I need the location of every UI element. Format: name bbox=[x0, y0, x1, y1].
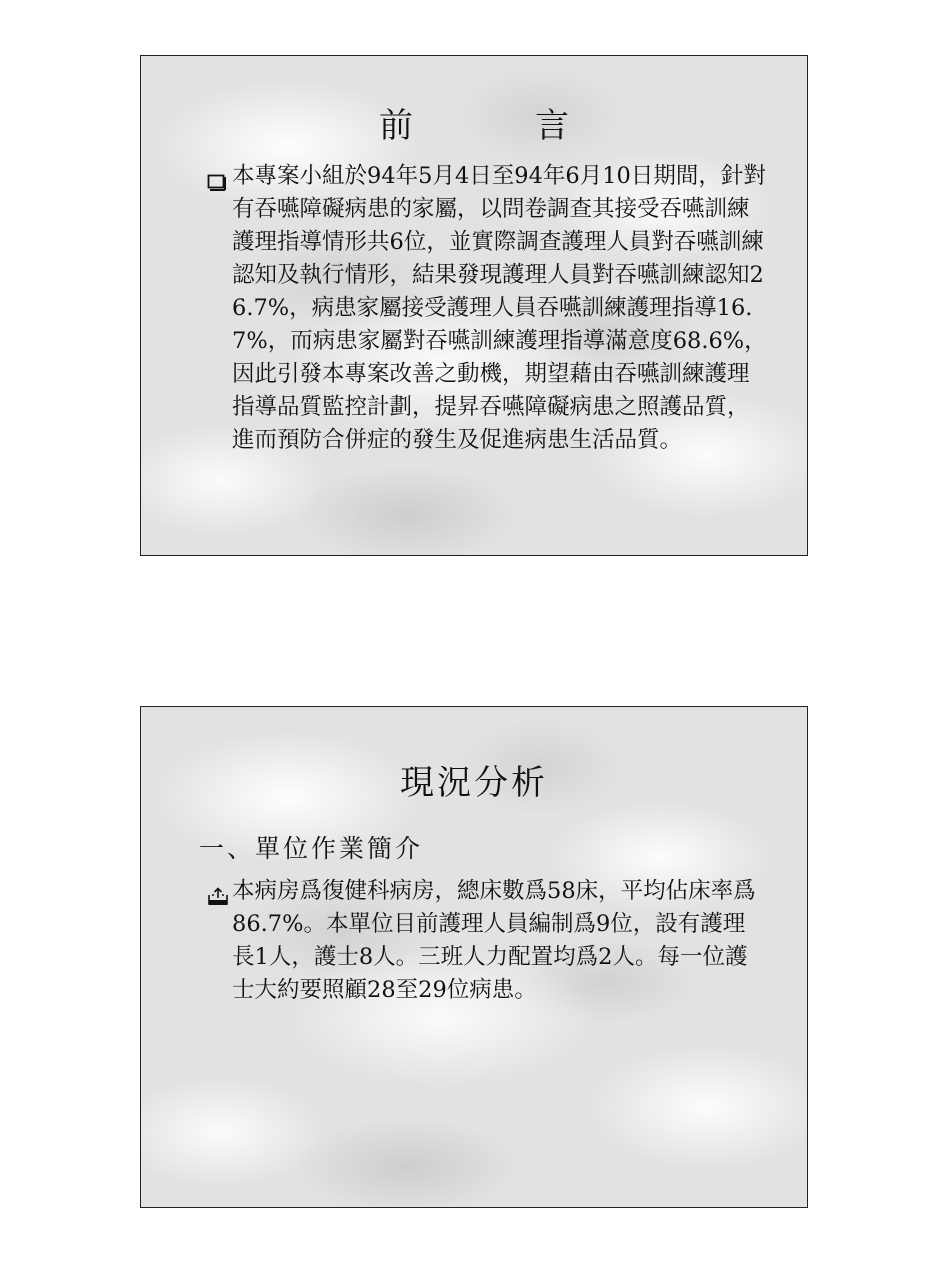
slide-introduction bbox=[140, 55, 808, 556]
bullet-paragraph bbox=[207, 875, 767, 1007]
section-heading: 一、單位作業簡介 bbox=[199, 834, 424, 863]
paragraph-text: 本病房爲復健科病房，總床數爲58床，平均佔床率爲 86.7%。本單位目前護理人員編制爲9位，設有護理長1人，護士8人。三班人力配置均爲2人。每一位護士大約要照顧28至29位病患。 bbox=[232, 878, 756, 1003]
slide-title: 現況分析 bbox=[400, 763, 548, 803]
slide-title: 前 言 bbox=[379, 106, 613, 146]
paragraph-text: 本專案小組於94年5月4日至94年6月10日期間，針對有吞嚥障礙病患的家屬，以問卷調查其接受吞嚥訓練護理指導情形共6位，並實際調查護理人員對吞嚥訓練認知及執行情形，結果發現護理人員對吞嚥訓練認知26.7%，病患家屬接受護理人員吞嚥訓練護理指導16.7%，而病患家屬對吞嚥訓練護理指導滿意度68.6%，因此引發本專案改善之動機，期望藉由吞嚥訓練護理指導品質監控計劃，提昇吞嚥障礙病患之照護品質，進而預防合併症的發生及促進病患生活品質。 bbox=[232, 163, 767, 453]
inbox-tray-icon bbox=[207, 884, 227, 902]
square-bullet-icon bbox=[207, 169, 227, 187]
bullet-paragraph bbox=[207, 160, 767, 457]
slide-current-status bbox=[140, 706, 808, 1208]
